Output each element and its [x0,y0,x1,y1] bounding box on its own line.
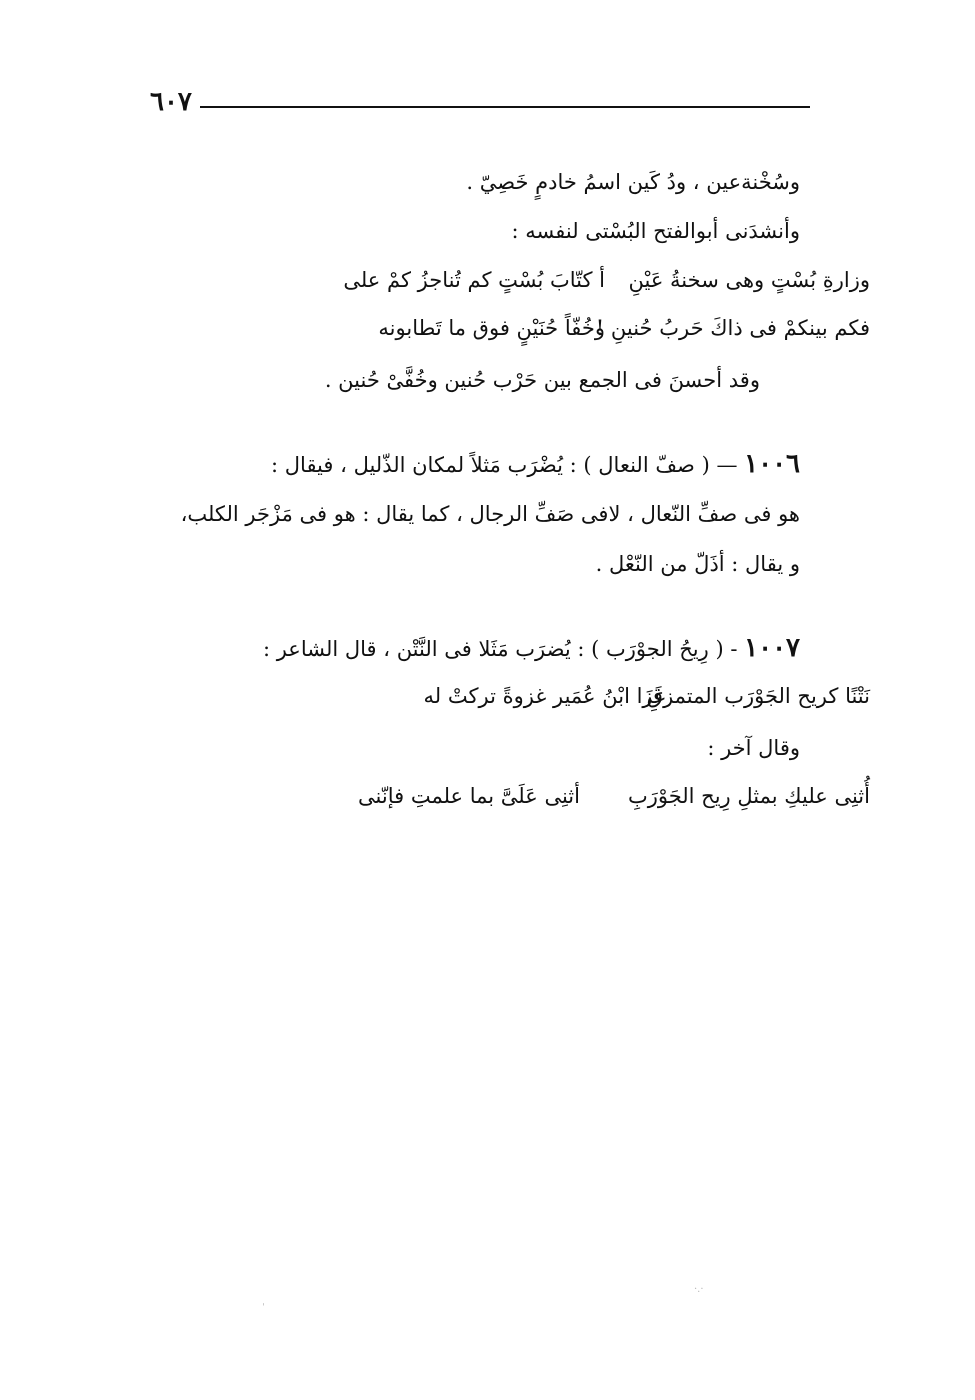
intro-line-2: وأنشدَنى أبوالفتح البُسْتى لنفسه : [511,219,800,243]
entry-text: : يُضْرَب مَثلاً لمكان الذّليل ، فيقال : [271,453,577,477]
verse-second-hemistich: نَتْنًا كريح الجَوْرَب المتمزقِ [646,684,870,708]
entry-1007-heading [170,632,800,665]
entry-1006-line-3: و يقال : أذَلّ من النّعْل . [595,552,800,576]
intro-line-3: وقد أحسنَ فى الجمع بين حَرْب حُنين وخُفَّىْ حُنين . [324,368,760,392]
verse-first-hemistich: غَزَا ابْنُ عُمَير غزوةً تركتْ له [423,684,665,708]
entry-dash: — [716,453,738,477]
verse-first-hemistich: وخُفّاً حُنَيْنٍ فوق ما تَطابونه [378,316,605,340]
verse-first-hemistich: أ كتّابَ بُسْتٍ كم تُناجزُ كمْ على [343,268,605,292]
entry-number: ١٠٠٧ [744,633,800,663]
header-rule [200,106,810,108]
intro-line-1: وسُخْنةعين ، ودُ كَين اسمُ خادمٍ خَصِيّ . [466,170,800,194]
entry-title: ( صفّ النعال ) [583,453,710,477]
entry-number: ١٠٠٦ [744,449,800,479]
page-number: ٦٠٧ [150,87,192,117]
scan-speck: ·.· [694,1284,704,1295]
entry-dash: - [730,637,738,661]
entry-1006-line-2: هو فى صفِّ النّعال ، لافى صَفِّ الرجال ، كما يقال : هو فى مَزْجَر الكلب، [180,502,800,526]
verse-first-hemistich: أثنِى عَلَىَّ بما علمتِ فإنّنى [358,784,580,808]
page-header [150,86,810,120]
entry-1006-heading [170,448,800,481]
verse-second-hemistich: وزارةِ بُسْتٍ وهى سخنةُ عَيْنِ [628,268,870,292]
entry-text: : يُضرَب مَثَلا فى النَّتْن ، قال الشاعر : [262,637,585,661]
verse-second-hemistich: أُثنِى عليكِ بمثلِ رِيح الجَوْرَبِ [627,784,870,808]
entry-1007-line-2: وقال آخر : [707,736,800,760]
entry-title: ( رِيحُ الجوْرَب ) [591,637,724,661]
verse-second-hemistich: فكم بينكمْ فى ذاكَ حَربُ حُنينِ ! [595,316,870,340]
scan-speck: ˌ [262,1296,265,1307]
